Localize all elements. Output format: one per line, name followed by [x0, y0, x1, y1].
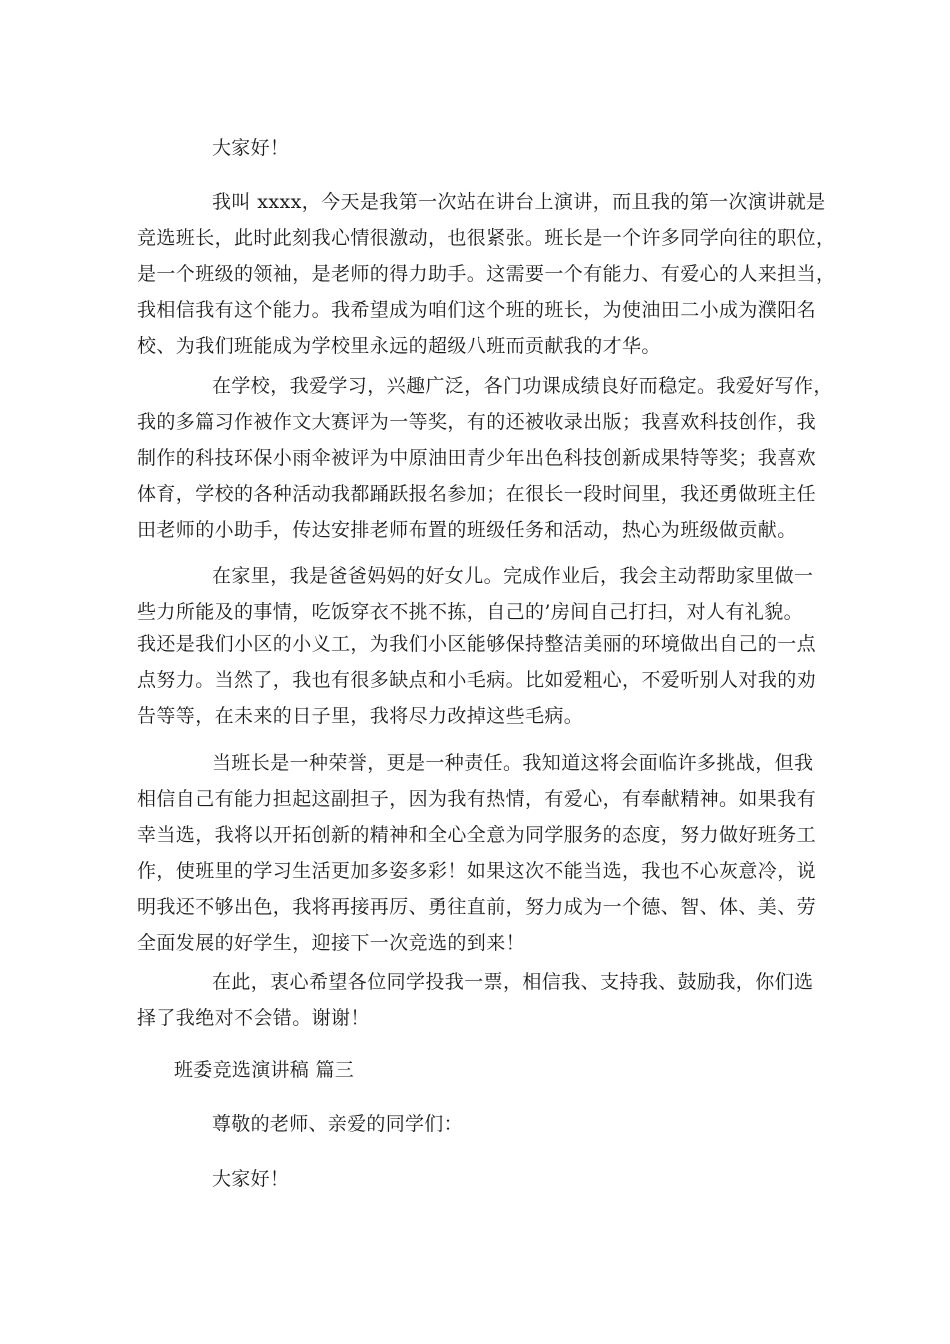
paragraph-line: 告等等，在未来的日子里，我将尽力改掉这些毛病。 [137, 705, 584, 727]
paragraph-line: 幸当选，我将以开拓创新的精神和全心全意为同学服务的态度，努力做好班务工 [137, 824, 817, 846]
paragraph-line: 当班长是一种荣誉，更是一种责任。我知道这将会面临许多挑战，但我 [212, 752, 814, 774]
paragraph-line: 我还是我们小区的小义工，为我们小区能够保持整洁美丽的环境做出自己的一点 [137, 633, 817, 655]
greeting-text: 大家好！ [212, 1168, 290, 1190]
paragraph-line: 是一个班级的领袖，是老师的得力助手。这需要一个有能力、有爱心的人来担当， [137, 263, 836, 285]
paragraph-line: 我相信我有这个能力。我希望成为咱们这个班的班长，为使油田二小成为濮阳名 [137, 299, 817, 321]
paragraph-line: 我叫 xxxx，今天是我第一次站在讲台上演讲，而且我的第一次演讲就是 [212, 191, 826, 213]
paragraph-line: 相信自己有能力担起这副担子，因为我有热情，有爱心，有奉献精神。如果我有 [137, 788, 817, 810]
paragraph-line: 制作的科技环保小雨伞被评为中原油田青少年出色科技创新成果特等奖；我喜欢 [137, 447, 817, 469]
paragraph-line: 田老师的小助手，传达安排老师布置的班级任务和活动，热心为班级做贡献。 [137, 519, 797, 541]
paragraph-line: 我的多篇习作被作文大赛评为一等奖，有的还被收录出版；我喜欢科技创作，我 [137, 411, 817, 433]
paragraph-line: 些力所能及的事情，吃饭穿衣不挑不拣，自己的’房间自己打扫，对人有礼貌。 [137, 601, 804, 623]
paragraph-line: 在此，衷心希望各位同学投我一票，相信我、支持我、鼓励我，你们选 [212, 971, 814, 993]
paragraph-line: 明我还不够出色，我将再接再厉、勇往直前，努力成为一个德、智、体、美、劳 [137, 896, 817, 918]
paragraph-line: 作，使班里的学习生活更加多姿多彩！如果这次不能当选，我也不心灰意冷，说 [137, 860, 817, 882]
paragraph-line: 竞选班长，此时此刻我心情很激动，也很紧张。班长是一个许多同学向往的职位， [137, 227, 836, 249]
paragraph-line: 全面发展的好学生，迎接下一次竞选的到来！ [137, 932, 526, 954]
paragraph-line: 点努力。当然了，我也有很多缺点和小毛病。比如爱粗心，不爱听别人对我的劝 [137, 669, 817, 691]
paragraph-line: 择了我绝对不会错。谢谢！ [137, 1007, 370, 1029]
salutation-text: 尊敬的老师、亲爱的同学们： [212, 1113, 463, 1135]
greeting-text: 大家好！ [212, 137, 290, 159]
paragraph-line: 体育，学校的各种活动我都踊跃报名参加；在很长一段时间里，我还勇做班主任 [137, 483, 817, 505]
paragraph-line: 校、为我们班能成为学校里永远的超级八班而贡献我的才华。 [137, 335, 661, 357]
paragraph-line: 在家里，我是爸爸妈妈的好女儿。完成作业后，我会主动帮助家里做一 [212, 565, 814, 587]
paragraph-line: 在学校，我爱学习，兴趣广泛，各门功课成绩良好而稳定。我爱好写作， [212, 375, 833, 397]
section-heading: 班委竞选演讲稿 篇三 [174, 1059, 355, 1081]
